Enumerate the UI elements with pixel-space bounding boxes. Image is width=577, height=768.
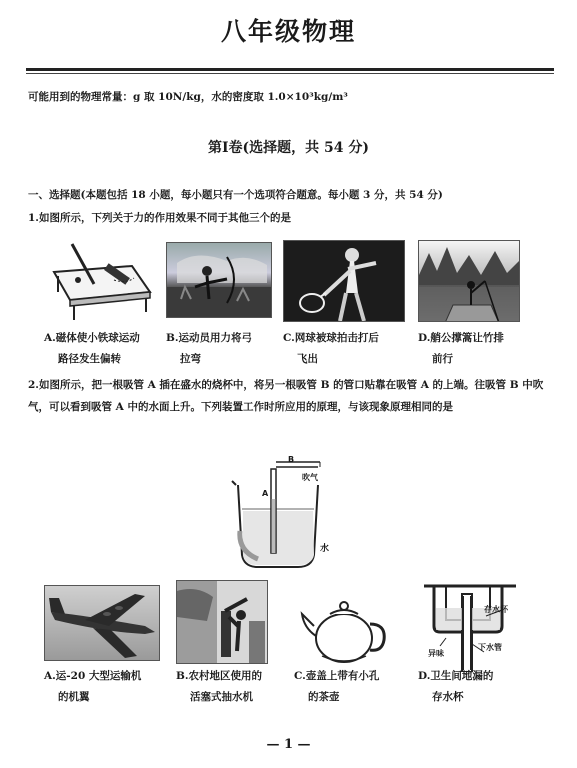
q1-option-d-line1: D.艄公撑篙让竹排: [418, 332, 504, 344]
q1-image-c-tennis: [283, 240, 405, 322]
q2-beaker-figure: [228, 455, 338, 573]
question-2-stem: 2.如图所示，把一根吸管 A 插在盛水的烧杯中，将另一根吸管 B 的管口贴靠在吸管 A 的上端。往吸管 B 中吹气，可以看到吸管 A 中的水面上升。下列装置工作时所应用的原理，与该现象原理相同的是: [28, 379, 544, 413]
page-number: — 1 —: [266, 737, 311, 752]
q2-option-d-line2: 存水杯: [432, 691, 464, 703]
q1-option-a[interactable]: [44, 328, 140, 370]
q2-option-a-line1: A.运-20 大型运输机: [44, 670, 142, 682]
blow-label: 吹气: [302, 472, 318, 482]
q1-image-b-archer: [166, 242, 272, 318]
q1-option-d-line2: 前行: [432, 353, 453, 365]
q2-option-d[interactable]: [418, 666, 493, 708]
section-header: 一、选择题(本题包括 18 小题，每小题只有一个选项符合题意。每小题 3 分，共 54 分): [28, 189, 443, 201]
q2-image-c-teapot: [300, 588, 390, 668]
q2-option-c-line1: C.壶盖上带有小孔: [294, 670, 380, 682]
q1-image-d-raft: [418, 240, 520, 322]
q1-option-c[interactable]: [283, 328, 379, 370]
water-label: 水: [320, 544, 330, 554]
q1-option-b-line2: 拉弯: [180, 353, 201, 365]
q1-option-c-line1: C.网球被球拍击打后: [283, 332, 379, 344]
volume-title: 第Ⅰ卷(选择题，共 54 分): [207, 140, 370, 156]
q1-option-b-line1: B.运动员用力将弓: [166, 332, 253, 344]
q2-option-b[interactable]: [176, 666, 262, 708]
q1-image-a-magnet: [44, 240, 156, 322]
header-rule: [26, 68, 554, 71]
q1-option-a-line2: 路径发生偏转: [58, 353, 121, 365]
q2-image-d-drain: [416, 580, 528, 672]
header-rule-thin: [26, 73, 554, 74]
q2-image-b-pump: [176, 580, 268, 664]
q1-option-c-line2: 飞出: [297, 353, 318, 365]
drain-odor-label: 异味: [428, 648, 444, 658]
drain-pipe-label: 下水管: [478, 642, 502, 652]
physical-constants: 可能用到的物理常量：g 取 10N/kg，水的密度取 1.0×10³kg/m³: [28, 91, 348, 103]
tube-b-label: B: [288, 455, 295, 464]
q1-option-b[interactable]: [166, 328, 252, 370]
q2-option-d-line1: D.卫生间地漏的: [418, 670, 494, 682]
q2-option-c-line2: 的茶壶: [308, 691, 340, 703]
q2-option-b-line1: B.农村地区使用的: [176, 670, 263, 682]
q1-option-a-line1: A.磁体使小铁球运动: [44, 332, 140, 344]
q2-option-a-line2: 的机翼: [58, 691, 90, 703]
page-title: 八年级物理: [220, 17, 356, 46]
tube-a-label: A: [262, 489, 269, 498]
q2-image-a-aircraft: [44, 585, 160, 661]
q2-option-a[interactable]: [44, 666, 141, 708]
q1-option-d[interactable]: [418, 328, 504, 370]
question-1-stem: 1.如图所示，下列关于力的作用效果不同于其他三个的是: [28, 212, 291, 224]
q2-option-c[interactable]: [294, 666, 379, 708]
drain-cup-label: 存水杯: [484, 604, 508, 614]
q2-option-b-line2: 活塞式抽水机: [190, 691, 253, 703]
